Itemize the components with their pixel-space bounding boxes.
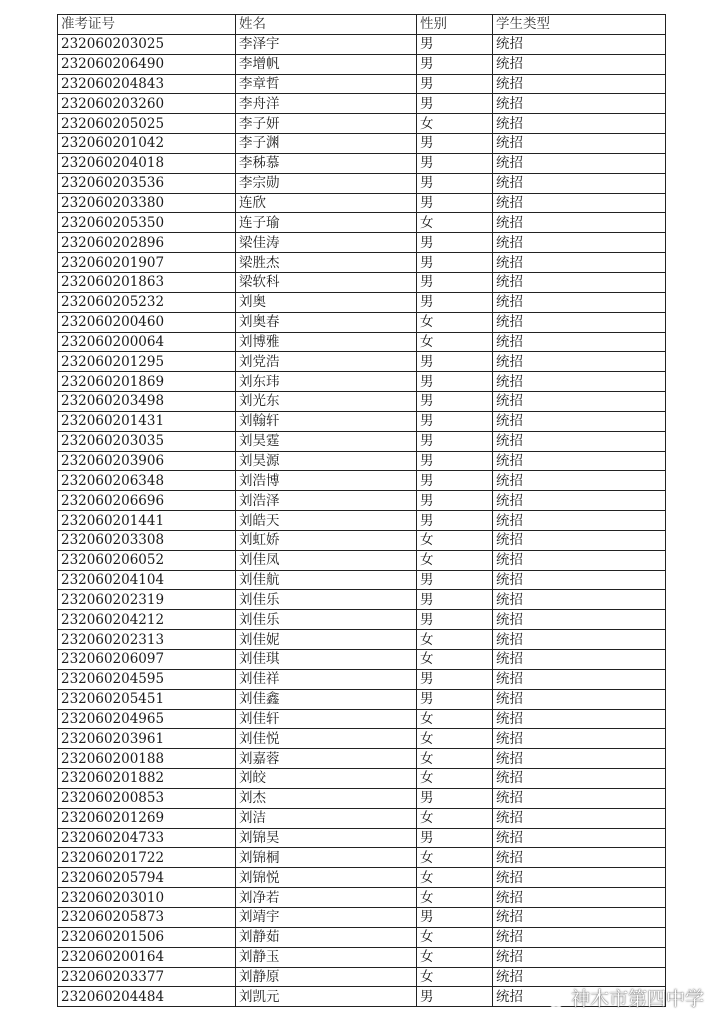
table-row [58, 888, 666, 908]
table-row [58, 927, 666, 947]
cell-gender: 女 [417, 312, 493, 332]
cell-name: 刘嘉蓉 [236, 749, 417, 769]
cell-name: 刘浩博 [236, 471, 417, 491]
table-row [58, 570, 666, 590]
cell-exam-id: 232060203380 [58, 193, 236, 213]
cell-student-type: 统招 [493, 34, 666, 54]
cell-student-type: 统招 [493, 54, 666, 74]
cell-student-type: 统招 [493, 312, 666, 332]
cell-exam-id: 232060201863 [58, 272, 236, 292]
cell-student-type: 统招 [493, 451, 666, 471]
cell-exam-id: 232060204212 [58, 610, 236, 630]
cell-student-type: 统招 [493, 173, 666, 193]
cell-gender: 女 [417, 868, 493, 888]
cell-gender: 男 [417, 233, 493, 253]
cell-student-type: 统招 [493, 550, 666, 570]
cell-name: 刘佳祥 [236, 669, 417, 689]
table-row [58, 808, 666, 828]
cell-student-type: 统招 [493, 788, 666, 808]
table-body [58, 34, 666, 1006]
cell-gender: 女 [417, 550, 493, 570]
cell-exam-id: 232060204843 [58, 74, 236, 94]
cell-name: 刘佳轩 [236, 709, 417, 729]
cell-exam-id: 232060204104 [58, 570, 236, 590]
cell-exam-id: 232060203961 [58, 729, 236, 749]
cell-student-type: 统招 [493, 491, 666, 511]
cell-name: 刘静原 [236, 967, 417, 987]
table-row [58, 828, 666, 848]
cell-name: 李章哲 [236, 74, 417, 94]
table-row [58, 709, 666, 729]
table-row [58, 74, 666, 94]
cell-student-type: 统招 [493, 392, 666, 412]
header-exam-id: 准考证号 [58, 15, 236, 35]
cell-student-type: 统招 [493, 947, 666, 967]
cell-name: 刘佳鑫 [236, 689, 417, 709]
cell-student-type: 统招 [493, 828, 666, 848]
cell-exam-id: 232060205794 [58, 868, 236, 888]
cell-gender: 男 [417, 511, 493, 531]
cell-student-type: 统招 [493, 610, 666, 630]
cell-name: 刘皎 [236, 769, 417, 789]
table-row [58, 689, 666, 709]
cell-exam-id: 232060203906 [58, 451, 236, 471]
table-row [58, 749, 666, 769]
cell-student-type: 统招 [493, 689, 666, 709]
cell-student-type: 统招 [493, 630, 666, 650]
cell-exam-id: 232060205873 [58, 907, 236, 927]
cell-student-type: 统招 [493, 134, 666, 154]
table-row [58, 372, 666, 392]
header-gender: 性别 [417, 15, 493, 35]
cell-exam-id: 232060205232 [58, 292, 236, 312]
cell-exam-id: 232060200188 [58, 749, 236, 769]
cell-gender: 女 [417, 848, 493, 868]
cell-gender: 女 [417, 114, 493, 134]
cell-gender: 女 [417, 332, 493, 352]
cell-gender: 女 [417, 888, 493, 908]
table-row [58, 907, 666, 927]
cell-student-type: 统招 [493, 669, 666, 689]
cell-name: 刘昊源 [236, 451, 417, 471]
cell-name: 刘奥春 [236, 312, 417, 332]
cell-gender: 男 [417, 788, 493, 808]
cell-gender: 男 [417, 828, 493, 848]
cell-name: 刘博雅 [236, 332, 417, 352]
cell-gender: 男 [417, 173, 493, 193]
cell-exam-id: 232060205451 [58, 689, 236, 709]
header-name: 姓名 [236, 15, 417, 35]
cell-exam-id: 232060204595 [58, 669, 236, 689]
table-row [58, 530, 666, 550]
cell-name: 刘佳琪 [236, 650, 417, 670]
table-row [58, 292, 666, 312]
cell-name: 连子瑜 [236, 213, 417, 233]
cell-exam-id: 232060206348 [58, 471, 236, 491]
cell-name: 刘虹娇 [236, 530, 417, 550]
cell-gender: 男 [417, 987, 493, 1007]
cell-name: 梁佳涛 [236, 233, 417, 253]
cell-gender: 男 [417, 34, 493, 54]
cell-student-type: 统招 [493, 272, 666, 292]
cell-name: 刘靖宇 [236, 907, 417, 927]
table-row [58, 173, 666, 193]
cell-student-type: 统招 [493, 907, 666, 927]
cell-gender: 男 [417, 54, 493, 74]
cell-name: 刘皓天 [236, 511, 417, 531]
cell-exam-id: 232060203035 [58, 431, 236, 451]
cell-name: 李增帆 [236, 54, 417, 74]
cell-student-type: 统招 [493, 987, 666, 1007]
cell-student-type: 统招 [493, 193, 666, 213]
cell-name: 刘光东 [236, 392, 417, 412]
cell-name: 连欣 [236, 193, 417, 213]
watermark [539, 984, 704, 1011]
cell-student-type: 统招 [493, 411, 666, 431]
cell-name: 刘东玮 [236, 372, 417, 392]
cell-student-type: 统招 [493, 848, 666, 868]
cell-student-type: 统招 [493, 709, 666, 729]
cell-exam-id: 232060205350 [58, 213, 236, 233]
table-row [58, 213, 666, 233]
cell-gender: 男 [417, 94, 493, 114]
cell-name: 刘凯元 [236, 987, 417, 1007]
cell-gender: 男 [417, 471, 493, 491]
cell-exam-id: 232060204965 [58, 709, 236, 729]
cell-gender: 男 [417, 907, 493, 927]
cell-gender: 男 [417, 669, 493, 689]
cell-gender: 女 [417, 749, 493, 769]
table-row [58, 352, 666, 372]
table-row [58, 550, 666, 570]
cell-exam-id: 232060201907 [58, 253, 236, 273]
cell-gender: 男 [417, 431, 493, 451]
cell-exam-id: 232060201506 [58, 927, 236, 947]
cell-student-type: 统招 [493, 372, 666, 392]
table-row [58, 272, 666, 292]
watermark-text: 神木市第四中学 [570, 988, 704, 1010]
cell-gender: 女 [417, 213, 493, 233]
cell-gender: 男 [417, 570, 493, 590]
cell-exam-id: 232060200164 [58, 947, 236, 967]
cell-gender: 女 [417, 769, 493, 789]
cell-student-type: 统招 [493, 74, 666, 94]
cell-gender: 女 [417, 650, 493, 670]
table-row [58, 848, 666, 868]
cell-name: 刘浩泽 [236, 491, 417, 511]
cell-student-type: 统招 [493, 292, 666, 312]
cell-name: 刘静玉 [236, 947, 417, 967]
cell-student-type: 统招 [493, 868, 666, 888]
cell-student-type: 统招 [493, 352, 666, 372]
cell-gender: 男 [417, 74, 493, 94]
table-row [58, 392, 666, 412]
cell-student-type: 统招 [493, 808, 666, 828]
cell-exam-id: 232060201042 [58, 134, 236, 154]
cell-exam-id: 232060200853 [58, 788, 236, 808]
table-row [58, 769, 666, 789]
cell-student-type: 统招 [493, 729, 666, 749]
table-row [58, 193, 666, 213]
cell-student-type: 统招 [493, 511, 666, 531]
table-row [58, 94, 666, 114]
table-row [58, 947, 666, 967]
cell-gender: 女 [417, 927, 493, 947]
cell-student-type: 统招 [493, 570, 666, 590]
cell-student-type: 统招 [493, 927, 666, 947]
cell-exam-id: 232060201441 [58, 511, 236, 531]
table-row [58, 233, 666, 253]
cell-exam-id: 232060203010 [58, 888, 236, 908]
cell-exam-id: 232060203308 [58, 530, 236, 550]
cell-exam-id: 232060203025 [58, 34, 236, 54]
cell-student-type: 统招 [493, 967, 666, 987]
cell-name: 刘佳悦 [236, 729, 417, 749]
cell-name: 刘佳航 [236, 570, 417, 590]
cell-name: 刘静茹 [236, 927, 417, 947]
cell-name: 刘锦桐 [236, 848, 417, 868]
cell-gender: 男 [417, 153, 493, 173]
cell-student-type: 统招 [493, 888, 666, 908]
cell-student-type: 统招 [493, 590, 666, 610]
cell-gender: 女 [417, 709, 493, 729]
student-roster-table [57, 14, 666, 1007]
cell-student-type: 统招 [493, 253, 666, 273]
table-row [58, 650, 666, 670]
cell-name: 刘锦悦 [236, 868, 417, 888]
cell-exam-id: 232060201882 [58, 769, 236, 789]
table-row [58, 590, 666, 610]
cell-name: 刘佳乐 [236, 590, 417, 610]
cell-exam-id: 232060206696 [58, 491, 236, 511]
table-row [58, 411, 666, 431]
cell-name: 刘佳妮 [236, 630, 417, 650]
cell-name: 刘佳凤 [236, 550, 417, 570]
cell-exam-id: 232060200460 [58, 312, 236, 332]
cell-student-type: 统招 [493, 530, 666, 550]
cell-student-type: 统招 [493, 213, 666, 233]
cell-gender: 女 [417, 630, 493, 650]
table-row [58, 253, 666, 273]
cell-student-type: 统招 [493, 332, 666, 352]
cell-gender: 男 [417, 193, 493, 213]
cell-gender: 女 [417, 729, 493, 749]
cell-exam-id: 232060200064 [58, 332, 236, 352]
table-row [58, 669, 666, 689]
cell-name: 李宗勋 [236, 173, 417, 193]
cell-gender: 男 [417, 372, 493, 392]
cell-student-type: 统招 [493, 749, 666, 769]
cell-exam-id: 232060201295 [58, 352, 236, 372]
table-row [58, 630, 666, 650]
wechat-icon [539, 987, 565, 1009]
cell-name: 梁软科 [236, 272, 417, 292]
cell-gender: 男 [417, 292, 493, 312]
cell-name: 刘昊霆 [236, 431, 417, 451]
cell-exam-id: 232060201722 [58, 848, 236, 868]
cell-exam-id: 232060201869 [58, 372, 236, 392]
cell-gender: 男 [417, 590, 493, 610]
cell-name: 李舟洋 [236, 94, 417, 114]
cell-name: 刘锦昊 [236, 828, 417, 848]
cell-exam-id: 232060204484 [58, 987, 236, 1007]
cell-gender: 男 [417, 253, 493, 273]
cell-gender: 男 [417, 134, 493, 154]
cell-exam-id: 232060204018 [58, 153, 236, 173]
cell-exam-id: 232060205025 [58, 114, 236, 134]
cell-name: 梁胜杰 [236, 253, 417, 273]
cell-gender: 男 [417, 610, 493, 630]
cell-exam-id: 232060202313 [58, 630, 236, 650]
cell-name: 李子妍 [236, 114, 417, 134]
table-row [58, 491, 666, 511]
cell-gender: 男 [417, 491, 493, 511]
cell-name: 李秭慕 [236, 153, 417, 173]
cell-gender: 男 [417, 689, 493, 709]
cell-gender: 女 [417, 808, 493, 828]
cell-exam-id: 232060206490 [58, 54, 236, 74]
cell-exam-id: 232060204733 [58, 828, 236, 848]
table-header-row [58, 15, 666, 35]
table-row [58, 451, 666, 471]
cell-name: 刘翰轩 [236, 411, 417, 431]
cell-gender: 女 [417, 967, 493, 987]
table-row [58, 471, 666, 491]
cell-name: 李子渊 [236, 134, 417, 154]
cell-exam-id: 232060201431 [58, 411, 236, 431]
table-row [58, 153, 666, 173]
cell-exam-id: 232060203377 [58, 967, 236, 987]
table-row [58, 34, 666, 54]
cell-exam-id: 232060201269 [58, 808, 236, 828]
cell-student-type: 统招 [493, 431, 666, 451]
cell-exam-id: 232060203260 [58, 94, 236, 114]
cell-student-type: 统招 [493, 233, 666, 253]
cell-name: 刘奥 [236, 292, 417, 312]
cell-gender: 女 [417, 947, 493, 967]
table-row [58, 134, 666, 154]
table-row [58, 312, 666, 332]
table-row [58, 610, 666, 630]
cell-gender: 男 [417, 451, 493, 471]
cell-gender: 女 [417, 530, 493, 550]
cell-exam-id: 232060206097 [58, 650, 236, 670]
table-row [58, 332, 666, 352]
table-row [58, 511, 666, 531]
cell-student-type: 统招 [493, 153, 666, 173]
cell-name: 刘杰 [236, 788, 417, 808]
table-row [58, 54, 666, 74]
table-row [58, 431, 666, 451]
cell-name: 刘净若 [236, 888, 417, 908]
cell-student-type: 统招 [493, 114, 666, 134]
cell-exam-id: 232060206052 [58, 550, 236, 570]
cell-student-type: 统招 [493, 650, 666, 670]
table-row [58, 868, 666, 888]
cell-student-type: 统招 [493, 471, 666, 491]
cell-gender: 男 [417, 411, 493, 431]
cell-name: 刘党浩 [236, 352, 417, 372]
header-student-type: 学生类型 [493, 15, 666, 35]
cell-gender: 男 [417, 272, 493, 292]
table-row [58, 788, 666, 808]
table-row [58, 114, 666, 134]
cell-exam-id: 232060203536 [58, 173, 236, 193]
cell-name: 李泽宇 [236, 34, 417, 54]
cell-exam-id: 232060202319 [58, 590, 236, 610]
cell-name: 刘洁 [236, 808, 417, 828]
cell-student-type: 统招 [493, 94, 666, 114]
cell-exam-id: 232060203498 [58, 392, 236, 412]
table-row [58, 729, 666, 749]
cell-exam-id: 232060202896 [58, 233, 236, 253]
cell-gender: 男 [417, 392, 493, 412]
cell-name: 刘佳乐 [236, 610, 417, 630]
cell-gender: 男 [417, 352, 493, 372]
cell-student-type: 统招 [493, 769, 666, 789]
